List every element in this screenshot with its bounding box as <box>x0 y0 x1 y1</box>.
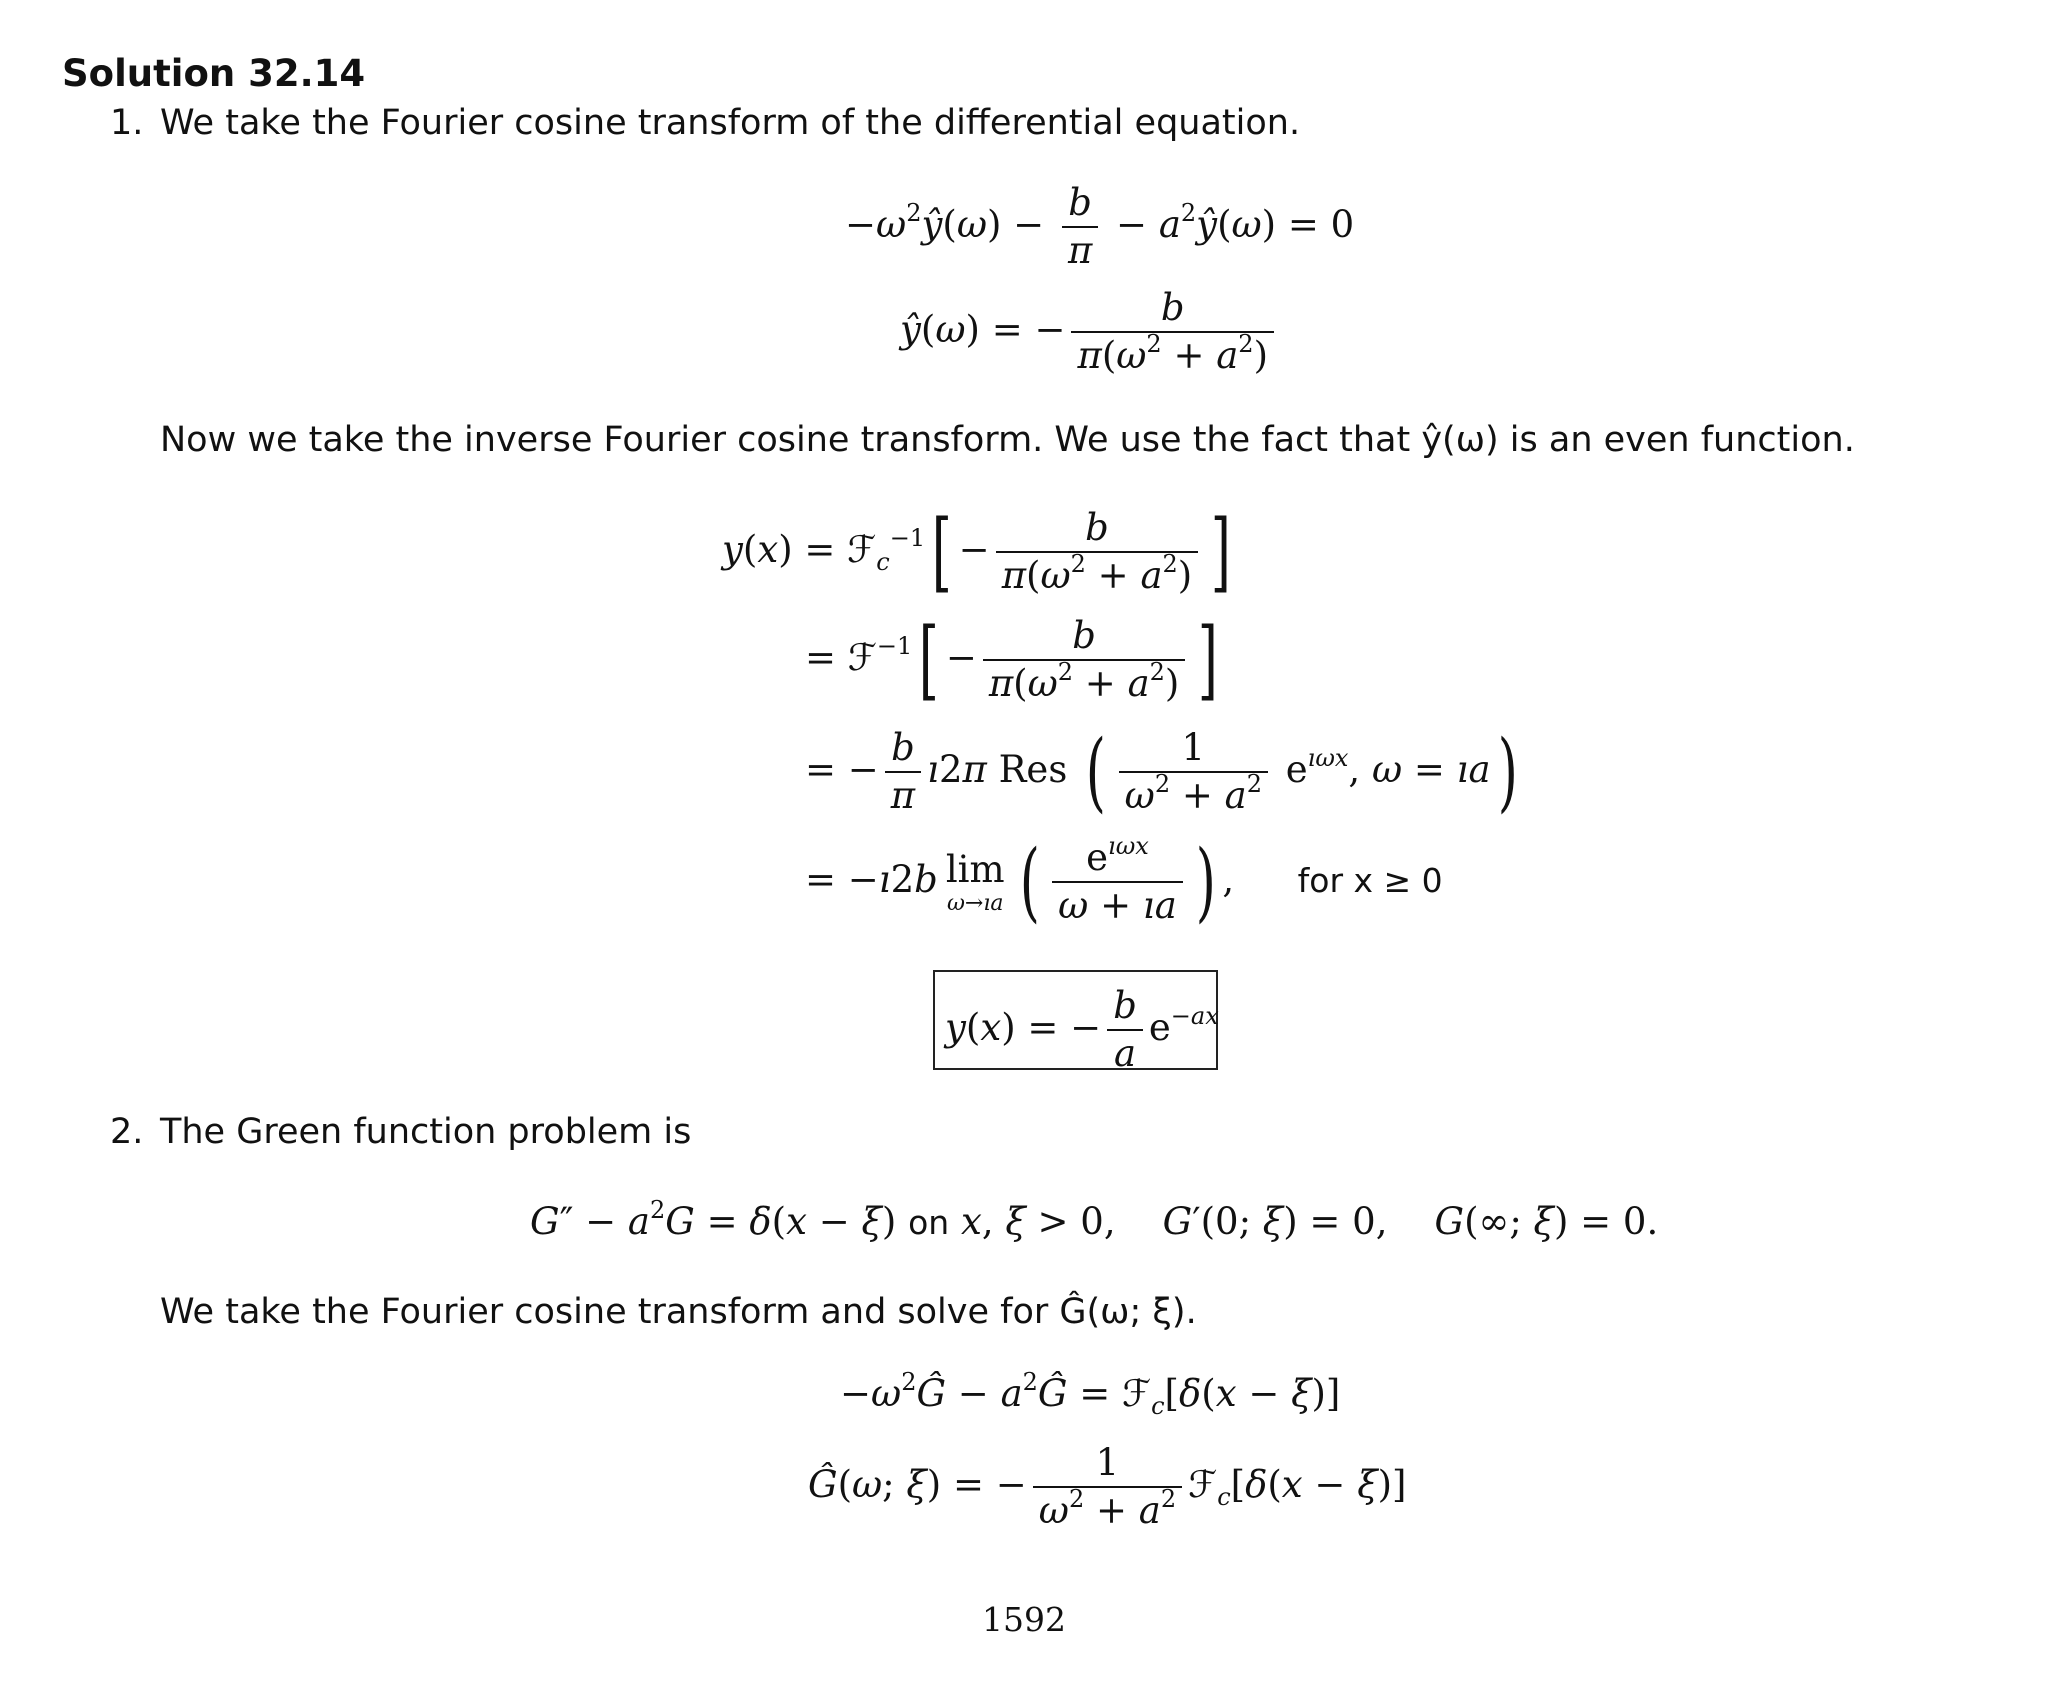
equation-inverse-1: y(x) = ℱ$_c^{-1}$[ − $\frac{b}{\pi(\omega^2 + a^2)}$ ] <box>722 502 1232 603</box>
item2-after: We take the Fourier cosine transform and solve for Ĝ(ω; ξ). <box>160 1292 1197 1332</box>
for-x-condition: for x ≥ 0 <box>1297 860 1443 900</box>
page-number: 1592 <box>982 1600 1066 1639</box>
item1-middle: Now we take the inverse Fourier cosine transform. We use the fact that ŷ(ω) is an even function. <box>160 420 1855 460</box>
equation-transform-2: ŷ(ω) = − $\frac{b}{\pi(\omega^2 + a^2)}$ <box>900 285 1280 380</box>
equation-inverse-2: = ℱ$^{-1}$[ − $\frac{b}{\pi(\omega^2 + a^2)}$ ] <box>805 610 1219 711</box>
equation-green-transform-2: Ĝ(ω; ξ) = − $\frac{1}{\omega^2 + a^2}$ ℱ$_c$[δ(x − ξ)] <box>808 1440 1406 1535</box>
equation-green-problem: $G'' - a^2G = \delta(x - \xi)$ on x, ξ > 0, G′(0; ξ) = 0, G(∞; ξ) = 0. <box>530 1196 1659 1243</box>
equation-transform-1: $-\omega^2ŷ(\omega)$ − $\frac{b}{\pi}$ − $a^2ŷ(\omega) = 0$ <box>845 180 1354 275</box>
item2-intro <box>110 1112 691 1152</box>
equation-inverse-4: = −ı2b lim ω→ıa ( $\frac{e^{ı\omega x}}{\omega + ıa}$ ) , for x ≥ 0 <box>805 832 1443 933</box>
item1-intro-text: We take the Fourier cosine transform of the differential equation. <box>160 103 1301 143</box>
item2-intro-text: The Green function problem is <box>160 1112 692 1152</box>
on-word: on <box>908 1203 950 1242</box>
item2-number: 2. <box>110 1112 144 1152</box>
item1-intro <box>110 103 1300 143</box>
item1-number: 1. <box>110 103 144 143</box>
equation-result: y(x) = − $\frac{b}{a}$ $e^{-ax}$ <box>945 983 1219 1078</box>
equation-inverse-3: = − $\frac{b}{\pi}$ ı2π Res ( $\frac{1}{\omega^2 + a^2}$ $e^{ı\omega x}$, ω = ıa) <box>805 722 1518 823</box>
equation-green-transform-1: $-\omega^2Ĝ$ − $a^2Ĝ$ = ℱ$_c$[δ(x − ξ)] <box>840 1368 1341 1420</box>
solution-heading: Solution 32.14 <box>62 52 366 95</box>
